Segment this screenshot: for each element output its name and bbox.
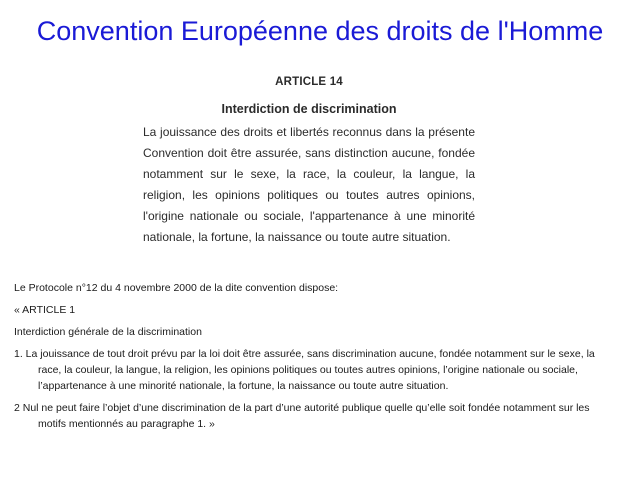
article-text: La jouissance des droits et libertés reconnus dans la présente Convention doit être assurée, sans distinction aucune, fondée notamment sur le sexe, la race, la couleur, la langue, la religion, les opinions politiques ou toutes autres opinions, l'origine nationale ou sociale, l'appartenance à une minorité nationale, la fortune, la naissance ou toute autre situation. — [143, 125, 475, 244]
article-number: ARTICLE 14 — [275, 76, 343, 88]
protocol-intro: Le Protocole n°12 du 4 novembre 2000 de la dite convention dispose: — [14, 282, 339, 294]
protocol-paragraph-1: 1. La jouissance de tout droit prévu par la loi doit être assurée, sans discrimination aucune, fondée notamment sur le sexe, la race, la couleur, la langue, la religion, les opinions politiques ou toutes autres opinions, l’origine nationale ou sociale, l’appartenance à une minorité nationale, la fortune, la naissance ou toute autre situation. — [14, 348, 595, 392]
protocol-section — [14, 280, 620, 432]
protocol-paragraph-2: 2 Nul ne peut faire l’objet d’une discrimination de la part d’une autorité publique quelle qu’elle soit fondée notamment sur les motifs mentionnés au paragraphe 1. » — [14, 402, 590, 430]
protocol-article-label: « ARTICLE 1 — [14, 304, 76, 316]
article-14-excerpt — [143, 74, 475, 248]
protocol-heading: Interdiction générale de la discrimination — [14, 326, 202, 338]
article-heading: Interdiction de discrimination — [221, 102, 397, 116]
slide-title: Convention Européenne des droits de l'Homme — [36, 16, 604, 46]
